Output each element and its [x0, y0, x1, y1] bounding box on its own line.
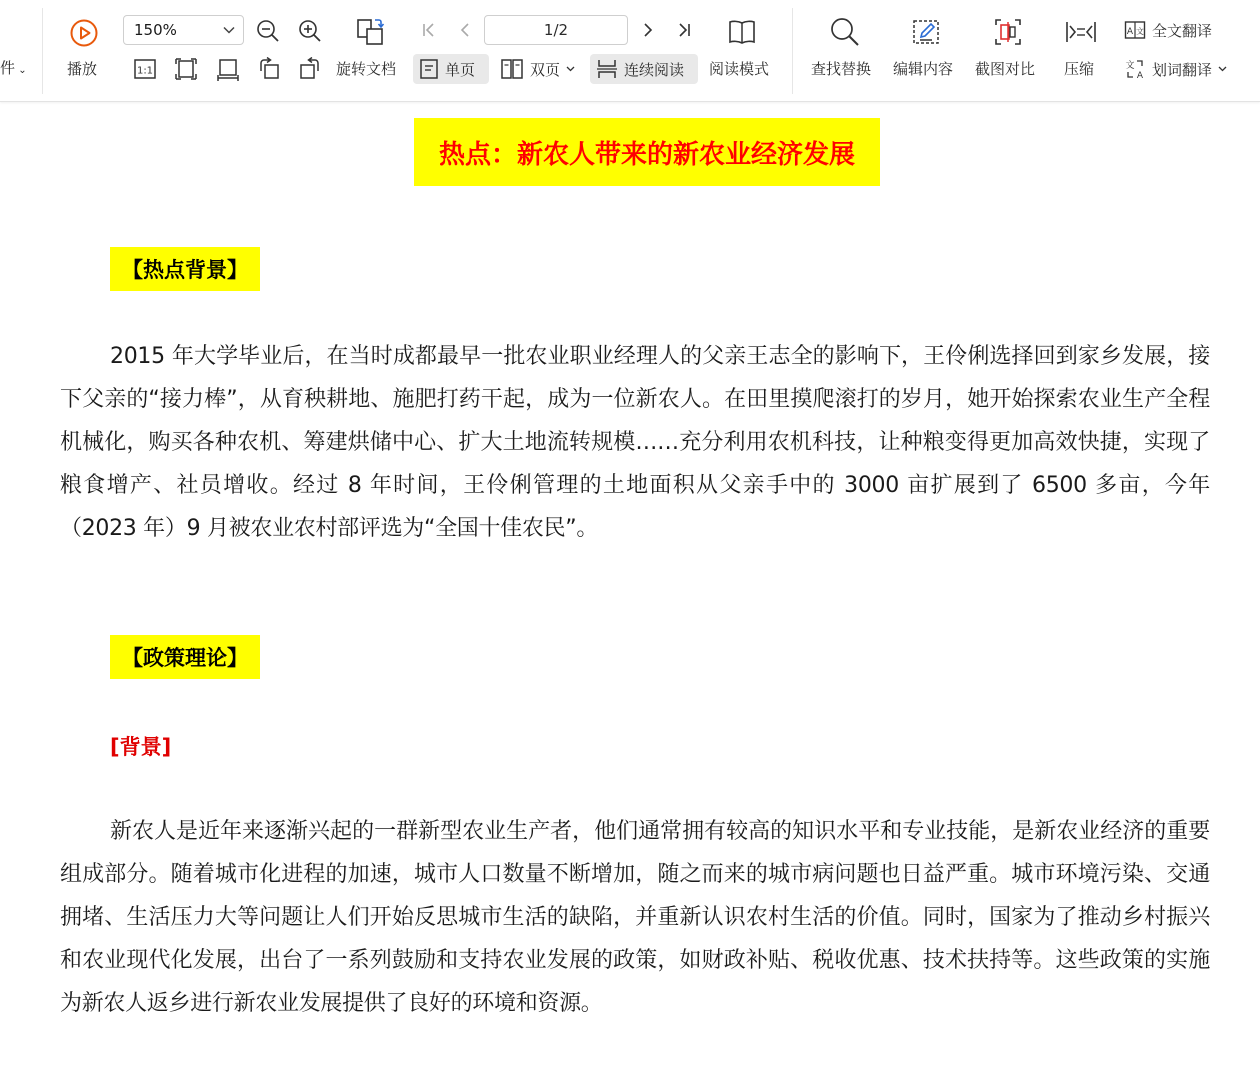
full-translate-button[interactable] [1118, 15, 1228, 45]
svg-text:文: 文 [1125, 61, 1135, 71]
play-label[interactable]: 播放 [67, 60, 98, 78]
section-paragraph-new-farmers: 新农人是近年来逐渐兴起的一群新型农业生产者，他们通常拥有较高的知识水平和专业技能，是新农业经济的重要组成部分。随着城市化进程的加速，城市人口数量不断增加，随之而来的城市病问题也日益严重。城市环境污染、交通拥堵、生活压力大等问题让人们开始反思城市生活的缺陷，并重新认识农村生活的价值。同时，国家为了推动乡村振兴和农业现代化发展，出台了一系列鼓励和支持农业发展的政策，如财政补贴、税收优惠、技术扶持等。这些政策的实施为新农人返乡进行新农业发展提供了良好的环境和资源。 [60, 819, 1210, 1016]
section-heading-background: 【热点背景】 [110, 247, 260, 291]
chevron-down-icon [566, 66, 575, 72]
compress-label[interactable]: 压缩 [1064, 60, 1095, 78]
svg-text:1:1: 1:1 [136, 65, 154, 77]
clipped-menu-label[interactable]: 件 ⌄ [0, 59, 27, 77]
reading-mode-icon[interactable] [727, 17, 757, 47]
section-paragraph-background-story: 2015 年大学毕业后，在当时成都最早一批农业职业经理人的父亲王志全的影响下，王伶俐选择回到家乡发展，接下父亲的“接力棒”，从育秧耕地、施肥打药干起，成为一位新农人。在田里摸爬滚打的岁月，她开始探索农业生产全程机械化，购买各种农机、筹建烘储中心、扩大土地流转规模……充分利用农机科技，让种粮变得更加高效快捷，实现了粮食增产、社员增收。经过 8 年时间，王伶俐管理的土地面积从父亲手中的 3000 亩扩展到了 6500 多亩，今年（2023 年）9 月被农业农村部评选为“全国十佳农民”。 [60, 344, 1210, 541]
compress-icon[interactable] [1064, 16, 1098, 48]
svg-text:A: A [1136, 71, 1144, 80]
svg-text:文: 文 [1136, 27, 1144, 36]
double-page-icon [500, 58, 524, 80]
first-page-icon[interactable] [419, 20, 439, 40]
fit-page-icon[interactable] [174, 57, 198, 81]
subsection-heading-background: [背景] [110, 735, 172, 759]
reading-mode-label[interactable]: 阅读模式 [709, 60, 770, 78]
word-translate-button[interactable] [1118, 54, 1238, 84]
rotate-right-icon[interactable] [298, 57, 322, 81]
word-translate-icon [1124, 58, 1146, 80]
double-page-button[interactable] [494, 54, 586, 84]
zoom-select[interactable] [123, 15, 244, 45]
zoom-in-icon[interactable] [297, 18, 323, 44]
search-icon[interactable] [829, 16, 861, 48]
continuous-reading-button[interactable] [590, 54, 698, 84]
rotate-left-icon[interactable] [257, 57, 281, 81]
single-page-button[interactable] [413, 54, 489, 84]
rotate-document-icon[interactable] [354, 16, 386, 48]
double-page-label: 双页 [530, 60, 561, 79]
svg-text:A: A [1126, 27, 1134, 37]
next-page-icon[interactable] [638, 20, 658, 40]
actual-size-icon[interactable] [133, 57, 157, 81]
screenshot-compare-label[interactable]: 截图对比 [975, 60, 1036, 78]
zoom-out-icon[interactable] [255, 18, 281, 44]
word-translate-label: 划词翻译 [1152, 60, 1213, 79]
previous-page-icon[interactable] [455, 20, 475, 40]
single-page-label: 单页 [445, 60, 476, 79]
single-page-icon [419, 58, 439, 80]
page-number-input[interactable]: 1/2 [484, 15, 628, 45]
translate-icon [1124, 19, 1146, 41]
toolbar [0, 0, 1260, 102]
toolbar-separator [42, 8, 43, 94]
screenshot-compare-icon[interactable] [992, 16, 1024, 48]
zoom-value: 150% [134, 21, 177, 39]
chevron-down-icon [223, 26, 235, 34]
chevron-down-icon [1218, 66, 1227, 72]
continuous-reading-label: 连续阅读 [624, 60, 685, 79]
rotate-document-label[interactable]: 旋转文档 [336, 60, 397, 78]
section-heading-policy-theory: 【政策理论】 [110, 635, 260, 679]
continuous-reading-icon [596, 58, 618, 80]
edit-content-label[interactable]: 编辑内容 [893, 60, 954, 78]
document-page [0, 102, 1260, 1080]
find-replace-label[interactable]: 查找替换 [811, 60, 872, 78]
full-translate-label: 全文翻译 [1152, 21, 1213, 40]
edit-content-icon[interactable] [910, 16, 942, 48]
play-icon[interactable] [69, 18, 99, 48]
document-title: 热点：新农人带来的新农业经济发展 [414, 118, 880, 186]
toolbar-separator [792, 8, 793, 94]
fit-width-icon[interactable] [216, 57, 240, 81]
last-page-icon[interactable] [674, 20, 694, 40]
